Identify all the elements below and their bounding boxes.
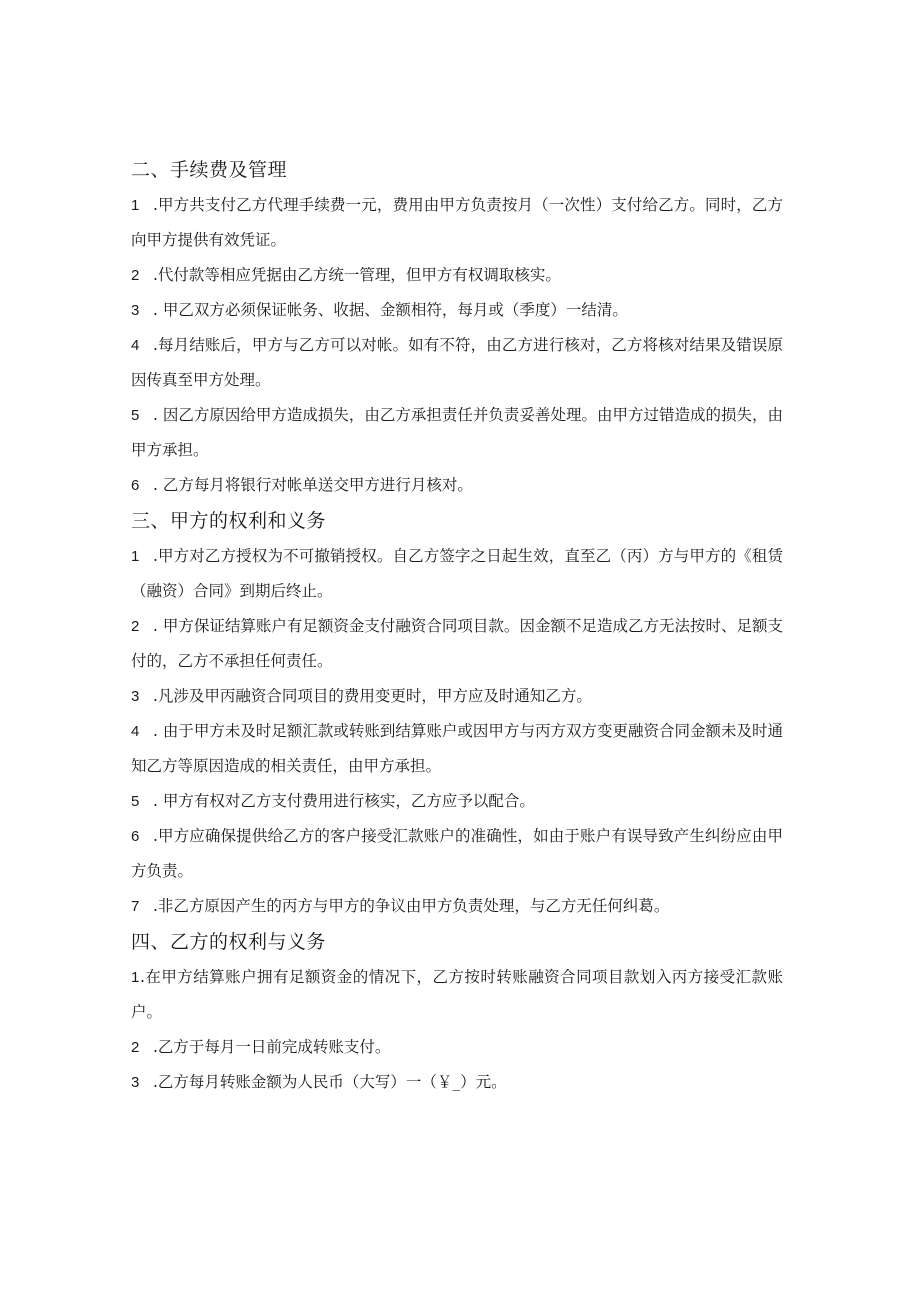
clause-number: 7 [131,898,140,915]
clause-text: .甲方应确保提供给乙方的客户接受汇款账户的准确性，如由于账户有误导致产生纠纷应由甲方负责。 [131,827,783,880]
section-fees-and-management [131,152,783,503]
clause [131,1030,783,1065]
clause-number: 5 [131,793,140,810]
clause-text: .代付款等相应凭据由乙方统一管理，但甲方有权调取核实。 [153,266,561,284]
clause-number: 1 [131,197,140,214]
clause-text: . 由于甲方未及时足额汇款或转账到结算账户或因甲方与丙方双方变更融资合同金额未及时通知乙方等原因造成的相关责任，由甲方承担。 [131,722,783,775]
section-heading: 四、乙方的权利与义务 [131,931,327,953]
clause [131,679,783,714]
clause-text: .甲方共支付乙方代理手续费一元，费用由甲方负责按月（一次性）支付给乙方。同时，乙方向甲方提供有效凭证。 [131,196,783,249]
clause-number: 6 [131,828,140,845]
clause [131,293,783,328]
clause-text: .每月结账后，甲方与乙方可以对帐。如有不符，由乙方进行核对，乙方将核对结果及错误原因传真至甲方处理。 [131,336,783,389]
clause [131,188,783,258]
clause [131,258,783,293]
clause [131,889,783,924]
document-body [131,152,783,1100]
clause-text: .乙方于每月一日前完成转账支付。 [153,1038,391,1056]
clause-number: 2 [131,1039,140,1056]
clause [131,784,783,819]
section-party-a-rights-and-obligations [131,503,783,924]
clause [131,714,783,784]
clause-text: .甲方对乙方授权为不可撤销授权。自乙方签字之日起生效，直至乙（丙）方与甲方的《租赁（融资）合同》到期后终止。 [131,547,783,600]
clause-text: . 甲方有权对乙方支付费用进行核实，乙方应予以配合。 [153,792,535,810]
clause [131,539,783,609]
clause-number: 3 [131,688,140,705]
section-party-b-rights-and-obligations [131,924,783,1100]
clause [131,328,783,398]
clause-text: .凡涉及甲丙融资合同项目的费用变更时，甲方应及时通知乙方。 [153,687,592,705]
clause-number: 1 [131,969,140,986]
clause-number: 2 [131,618,140,635]
clause [131,468,783,503]
clause-text: . 乙方每月将银行对帐单送交甲方进行月核对。 [153,476,473,494]
clause-text: . 甲乙双方必须保证帐务、收据、金额相符，每月或（季度）一结清。 [153,301,628,319]
clause-text: .在甲方结算账户拥有足额资金的情况下，乙方按时转账融资合同项目款划入丙方接受汇款账户。 [131,968,783,1021]
clause-number: 5 [131,407,140,424]
clause-text: .乙方每月转账金额为人民币（大写）一（￥_）元。 [153,1073,507,1091]
clause [131,609,783,679]
clause [131,960,783,1030]
clause [131,1065,783,1100]
section-heading: 二、手续费及管理 [131,159,288,181]
clause-number: 2 [131,267,140,284]
clause-number: 6 [131,477,140,494]
clause-number: 4 [131,337,140,354]
clause-number: 4 [131,723,140,740]
clause-number: 1 [131,548,140,565]
clause-text: . 因乙方原因给甲方造成损失，由乙方承担责任并负责妥善处理。由甲方过错造成的损失，由甲方承担。 [131,406,783,459]
clause-text: . 甲方保证结算账户有足额资金支付融资合同项目款。因金额不足造成乙方无法按时、足额支付的，乙方不承担任何责任。 [131,617,783,670]
clause [131,398,783,468]
clause-number: 3 [131,302,140,319]
clause-number: 3 [131,1074,140,1091]
section-heading: 三、甲方的权利和义务 [131,510,327,532]
clause [131,819,783,889]
clause-text: .非乙方原因产生的丙方与甲方的争议由甲方负责处理，与乙方无任何纠葛。 [153,897,670,915]
